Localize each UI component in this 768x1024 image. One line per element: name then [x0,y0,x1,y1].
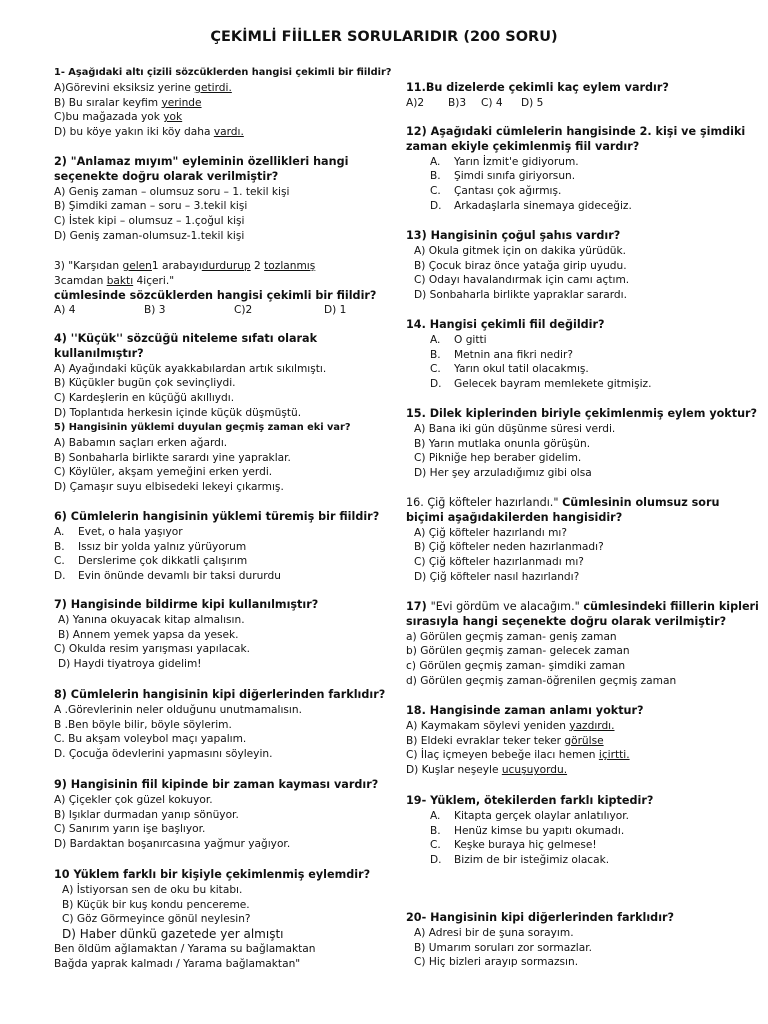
option-d: D) Toplantıda herkesin içinde küçük düşmüştü. [54,406,302,419]
option-b: B. Metnin ana fikri nedir? [430,348,573,361]
option-b: B. Şimdi sınıfa giriyorsun. [430,170,576,183]
option-a: A)Görevini eksiksiz yerine getirdi. [54,81,232,94]
question-4 [54,332,399,421]
option-c: C) Köylüler, akşam yemeğini erken yerdi. [54,466,273,479]
question-15 [406,407,761,481]
option-b: B) Bu sıralar keyfim yerinde [54,96,202,109]
question-13 [406,229,761,303]
option-c: C) Çiğ köfteler hazırlanmadı mı? [414,556,584,569]
option-c: C. Yarın okul tatil olacakmış. [430,363,589,376]
option-b: B)3 [448,96,467,109]
question-text: 4) ''Küçük'' sözcüğü niteleme sıfatı olarak kullanılmıştır? [54,332,318,360]
option-a: A) Geniş zaman – olumsuz soru – 1. tekil kişi [54,185,290,198]
option-d: D) 1 [324,304,347,317]
option-a: A. O gitti [430,333,487,346]
question-6 [54,510,399,584]
option-c: C) 4 [481,96,503,109]
options-row [54,303,399,318]
option-d: D. Gelecek bayram memlekete gitmişiz. [430,378,652,391]
option-d: d) Görülen geçmiş zaman-öğrenilen geçmiş zaman [406,674,677,687]
option-a: A) Adresi bir de şuna sorayım. [414,926,574,939]
question-text: 7) Hangisinde bildirme kipi kullanılmıştır? [54,598,319,611]
option-d: D) Çamaşır suyu elbisedeki lekeyi çıkarmış. [54,481,284,494]
option-b: B) Çocuk biraz önce yatağa girip uyudu. [414,259,627,272]
option-c: C) Pikniğe hep beraber gidelim. [414,452,582,465]
question-5 [54,421,399,495]
poem-line-1: Ben öldüm ağlamaktan / Yarama su bağlamaktan [54,942,316,955]
option-d: D) Haydi tiyatroya gidelim! [58,658,202,671]
question-2 [54,155,399,244]
option-b: B) Sonbaharla birlikte sarardı yine yapraklar. [54,451,291,464]
question-text: 15. Dilek kiplerinden biriyle çekimlenmiş eylem yoktur? [406,407,758,420]
option-a: A) Ayağındaki küçük ayakkabılardan artık sıkılmıştı. [54,362,327,375]
option-b: B) Annem yemek yapsa da yesek. [58,628,239,641]
option-b: B) Küçükler bugün çok sevinçliydi. [54,377,236,390]
option-c: C) Göz Görmeyince gönül neylesin? [62,913,251,926]
question-sentence-line-2: 3camdan baktı 4içeri." [54,274,175,287]
option-c: C)bu mağazada yok yok [54,111,183,124]
option-d: D) Haber dünkü gazetede yer almıştı [62,927,284,942]
page-title: ÇEKİMLİ FİİLLER SORULARIDIR (200 SORU) [210,29,558,45]
option-a: A) Çiğ köfteler hazırlandı mı? [414,526,567,539]
options-row [406,96,761,111]
question-9 [54,778,399,852]
option-b: B) Şimdiki zaman – soru – 3.tekil kişi [54,200,248,213]
question-text: 9) Hangisinin fiil kipinde bir zaman kayması vardır? [54,778,379,791]
question-18 [406,704,761,778]
question-17 [406,600,761,689]
option-a: A) Yanına okuyacak kitap almalısın. [58,613,245,626]
question-text: 11.Bu dizelerde çekimli kaç eylem vardır? [406,81,669,94]
question-11 [406,81,761,111]
option-d: D) Bardaktan boşanırcasına yağmur yağıyor. [54,838,291,851]
option-b: B) 3 [144,304,166,317]
question-sentence-line-1: 3) "Karşıdan gelen1 arabayıdurdurup 2 tozlanmış [54,260,316,272]
option-a: A. Yarın İzmit'e gidiyorum. [430,155,579,168]
option-d: D) Geniş zaman-olumsuz-1.tekil kişi [54,229,245,242]
option-b: b) Görülen geçmiş zaman- gelecek zaman [406,645,630,658]
question-7 [54,598,399,672]
question-text: 2) "Anlamaz mıyım" eyleminin özellikleri hangi seçenekte doğru olarak verilmiştir? [54,155,349,183]
question-19 [406,794,761,868]
question-text: 10 Yüklem farklı bir kişiyle çekimlenmiş eylemdir? [54,868,371,881]
option-b: B. Issız bir yolda yalnız yürüyorum [54,540,247,553]
question-text: 14. Hangisi çekimli fiil değildir? [406,318,605,331]
option-b: B) Yarın mutlaka onunla görüşün. [414,437,591,450]
option-b: B) Işıklar durmadan yanıp sönüyor. [54,808,239,821]
question-text: 8) Cümlelerin hangisinin kipi diğerlerinden farklıdır? [54,688,386,701]
option-a: A) Çiçekler çok güzel kokuyor. [54,793,213,806]
option-c: C) Okulda resim yarışması yapılacak. [54,643,250,656]
option-a: A) Kaymakam söylevi yeniden yazdırdı. [406,719,615,732]
option-d: D) 5 [521,96,544,109]
option-a: A) 4 [54,304,76,317]
option-b: B) Küçük bir kuş kondu pencereme. [62,898,250,911]
option-c: C. Derslerime çok dikkatli çalışırım [54,555,248,568]
option-b: B) Eldeki evraklar teker teker görülse [406,734,604,747]
option-c: C) Kardeşlerin en küçüğü akıllıydı. [54,392,235,405]
option-c: C) İlaç içmeyen bebeğe ilacı hemen içirtti. [406,749,630,762]
option-d: D) Her şey arzuladığımız gibi olsa [414,467,592,480]
option-c: C)2 [234,304,253,317]
question-text: 5) Hangisinin yüklemi duyulan geçmiş zaman eki var? [54,422,351,433]
option-d: D) bu köye yakın iki köy daha vardı. [54,126,244,139]
question-10 [54,868,399,972]
question-text: 13) Hangisinin çoğul şahıs vardır? [406,229,621,242]
option-c: c) Görülen geçmiş zaman- şimdiki zaman [406,660,626,673]
option-a: A .Görevlerinin neler olduğunu unutmamalısın. [54,703,302,716]
poem-line-2: Bağda yaprak kalmadı / Yarama bağlamaktan" [54,957,301,970]
question-8 [54,688,399,762]
option-a: A. Kitapta gerçek olaylar anlatılıyor. [430,809,629,822]
option-d: D. Evin önünde devamlı bir taksi dururdu [54,570,281,583]
option-c: C) Odayı havalandırmak için camı açtım. [414,274,630,287]
option-c: C) Hiç bizleri arayıp sormazsın. [414,956,579,969]
question-16 [406,496,761,585]
question-1 [54,66,399,140]
question-text: 6) Cümlelerin hangisinin yüklemi türemiş bir fiildir? [54,510,380,523]
option-a: A)2 [406,96,425,109]
option-b: B. Henüz kimse bu yapıtı okumadı. [430,824,625,837]
question-text: 20- Hangisinin kipi diğerlerinden farklıdır? [406,911,675,924]
option-c: C. Keşke buraya hiç gelmese! [430,839,597,852]
question-14 [406,318,761,392]
question-text: 12) Aşağıdaki cümlelerin hangisinde 2. kişi ve şimdiki zaman ekiyle çekimlenmiş fiil vardır? [406,125,746,153]
option-b: B .Ben böyle bilir, böyle söylerim. [54,718,232,731]
option-c: C) İstek kipi – olumsuz – 1.çoğul kişi [54,215,245,228]
option-c: C) Sanırım yarın işe başlıyor. [54,823,206,836]
question-text: cümlesinde sözcüklerden hangisi çekimli bir fiildir? [54,288,377,302]
option-b: B) Çiğ köfteler neden hazırlanmadı? [414,541,604,554]
option-d: D. Bizim de bir isteğimiz olacak. [430,854,610,867]
question-text: 18. Hangisinde zaman anlamı yoktur? [406,704,644,717]
option-a: A) Babamın saçları erken ağardı. [54,436,228,449]
option-a: A) Bana iki gün düşünme süresi verdi. [414,422,616,435]
option-c: C. Bu akşam voleybol maçı yapalım. [54,733,247,746]
option-d: D. Arkadaşlarla sinemaya gideceğiz. [430,199,632,212]
option-d: D) Kuşlar neşeyle ucuşuyordu. [406,764,568,777]
option-d: D. Çocuğa ödevlerini yapmasını söyleyin. [54,748,273,761]
option-d: D) Çiğ köfteler nasıl hazırlandı? [414,570,580,583]
question-text: 16. Çiğ köfteler hazırlandı." Cümlesinin olumsuz soru biçimi aşağıdakilerden hangisidir? [406,496,720,524]
question-3 [54,259,399,318]
option-b: B) Umarım soruları zor sormazlar. [414,941,592,954]
option-a: A) İstiyorsan sen de oku bu kitabı. [62,883,243,896]
question-text: 19- Yüklem, ötekilerden farklı kiptedir? [406,794,654,807]
option-a: A) Okula gitmek için on dakika yürüdük. [414,244,627,257]
option-d: D) Sonbaharla birlikte yapraklar sarardı. [414,289,627,302]
question-text: 1- Aşağıdaki altı çizili sözcüklerden hangisi çekimli bir fiildir? [54,67,392,78]
question-12 [406,125,761,214]
question-text: 17) "Evi gördüm ve alacağım." cümlesindeki fiillerin kipleri sırasıyla hangi seçenekte doğru olarak verilmiştir? [406,600,759,628]
question-20 [406,911,761,970]
option-c: C. Çantası çok ağırmış. [430,185,562,198]
option-a: a) Görülen geçmiş zaman- geniş zaman [406,630,617,643]
option-a: A. Evet, o hala yaşıyor [54,525,183,538]
